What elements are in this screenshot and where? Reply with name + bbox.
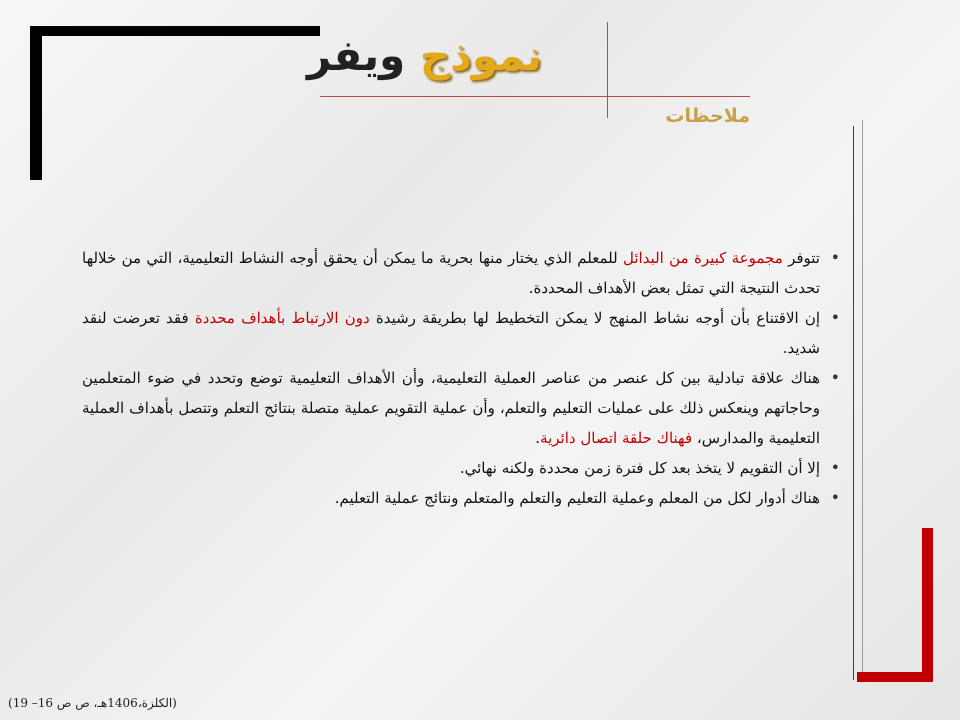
bullet-text: هناك علاقة تبادلية بين كل عنصر من عناصر العملية التعليمية، وأن الأهداف التعليمية توضع وتحدد في ضوء المتعلمين وحاجاتهم وينعكس ذلك على عمليات التعليم والتعلم، وأن عملية التقويم عملية متصلة بنتائج التعلم وتتصل بأهداف العملية التعليمية والمدارس، — [82, 369, 820, 447]
bullet-text: تتوفر — [782, 249, 820, 267]
bullet-item — [82, 243, 840, 303]
bullet-text: فقد تعرضت لنقد شديد. — [82, 309, 820, 357]
highlighted-text: فهناك حلقة اتصال دائرية — [540, 429, 693, 447]
bullet-text: . — [535, 429, 541, 447]
title-divider-vertical — [607, 22, 608, 118]
bullet-marker: • — [830, 308, 840, 327]
bullet-item — [82, 363, 840, 453]
frame-right-gray-line — [862, 120, 863, 680]
bullet-text: إلا أن التقويم لا يتخذ بعد كل فترة زمن محددة ولكنه نهائي. — [459, 459, 820, 477]
bullet-marker: • — [830, 458, 840, 477]
frame-bottom-right-horizontal — [857, 672, 933, 682]
bullet-marker: • — [830, 488, 840, 507]
bullet-text: للمعلم الذي يختار منها بحرية ما يمكن أن يحقق أوجه النشاط التعليمية، التي من خلالها تحدث النتيجة التي تمثل بعض الأهداف المحددة. — [82, 249, 820, 297]
title-underline — [320, 96, 750, 97]
citation-footer: (الكلزة،1406هـ، ص ص 16– 19) — [8, 696, 177, 710]
highlighted-text: مجموعة كبيرة من البدائل — [623, 249, 783, 267]
slide-subtitle: ملاحظات — [665, 105, 750, 127]
bullet-text: إن الاقتناع بأن أوجه نشاط المنهج لا يمكن التخطيط لها بطريقة رشيدة — [369, 309, 820, 327]
frame-right-red-line — [853, 126, 854, 680]
bullet-item — [82, 483, 840, 513]
title-main-word: ويفر — [307, 31, 406, 80]
bullet-item — [82, 303, 840, 363]
highlighted-text: دون الارتباط بأهداف محددة — [194, 309, 370, 327]
slide-title — [307, 20, 542, 92]
bullet-text: هناك أدوار لكل من المعلم وعملية التعليم والتعلم والمتعلم ونتائج عملية التعليم. — [334, 489, 820, 507]
frame-bottom-right-vertical — [922, 528, 933, 680]
content-body — [82, 243, 840, 513]
title-accent-word: نموذج — [419, 31, 542, 80]
frame-top-left-vertical — [30, 26, 42, 180]
bullet-marker: • — [830, 368, 840, 387]
bullet-list — [82, 243, 840, 513]
bullet-marker: • — [830, 248, 840, 267]
frame-top-left-horizontal — [30, 26, 320, 36]
bullet-item — [82, 453, 840, 483]
